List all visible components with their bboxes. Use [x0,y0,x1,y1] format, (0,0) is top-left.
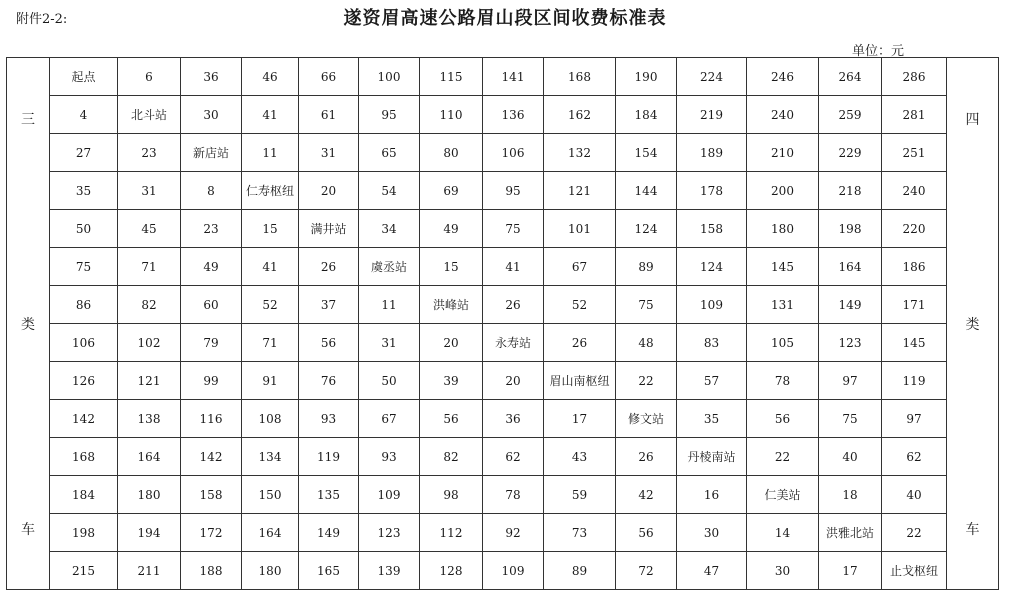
fare-cell: 220 [882,210,947,248]
fare-cell: 40 [819,438,882,476]
fare-cell: 59 [544,476,616,514]
station-cell: 洪峰站 [420,286,483,324]
fare-cell: 158 [181,476,242,514]
fare-cell: 229 [819,134,882,172]
fare-cell: 102 [118,324,181,362]
fare-cell: 184 [50,476,118,514]
fare-cell: 109 [483,552,544,590]
fare-cell: 180 [242,552,299,590]
fare-cell: 49 [181,248,242,286]
fare-cell: 6 [118,58,181,96]
fare-cell: 62 [483,438,544,476]
fare-cell: 145 [882,324,947,362]
fare-cell: 178 [677,172,747,210]
fare-cell: 165 [299,552,359,590]
fare-cell: 20 [420,324,483,362]
fare-cell: 31 [118,172,181,210]
fare-cell: 52 [544,286,616,324]
fare-cell: 67 [544,248,616,286]
fare-cell: 149 [819,286,882,324]
fare-cell: 15 [420,248,483,286]
left-label-char: 车 [21,521,35,538]
fare-cell: 17 [819,552,882,590]
fare-cell: 109 [359,476,420,514]
fare-cell: 22 [616,362,677,400]
fare-cell: 121 [118,362,181,400]
fare-cell: 134 [242,438,299,476]
fare-cell: 281 [882,96,947,134]
fare-cell: 61 [299,96,359,134]
fare-cell: 215 [50,552,118,590]
fare-cell: 224 [677,58,747,96]
fare-cell: 198 [819,210,882,248]
fare-cell: 41 [242,96,299,134]
fare-cell: 286 [882,58,947,96]
fare-cell: 240 [747,96,819,134]
fare-cell: 56 [616,514,677,552]
table-row [7,362,999,400]
fare-cell: 97 [819,362,882,400]
fare-cell: 149 [299,514,359,552]
fare-cell: 124 [677,248,747,286]
fare-cell: 82 [118,286,181,324]
fare-cell: 35 [50,172,118,210]
fare-cell: 92 [483,514,544,552]
fare-cell: 18 [819,476,882,514]
fare-cell: 264 [819,58,882,96]
fare-cell: 49 [420,210,483,248]
fare-cell: 132 [544,134,616,172]
fare-cell: 128 [420,552,483,590]
fare-cell: 16 [677,476,747,514]
fare-cell: 105 [747,324,819,362]
fare-cell: 108 [242,400,299,438]
fare-cell: 126 [50,362,118,400]
fare-cell: 95 [359,96,420,134]
fare-cell: 121 [544,172,616,210]
fare-cell: 106 [50,324,118,362]
fare-cell: 154 [616,134,677,172]
fare-cell: 52 [242,286,299,324]
right-side-label [947,58,999,590]
station-cell: 眉山南枢纽 [544,362,616,400]
fare-cell: 144 [616,172,677,210]
fare-cell: 45 [118,210,181,248]
fare-cell: 26 [299,248,359,286]
fare-cell: 168 [50,438,118,476]
fare-cell: 34 [359,210,420,248]
fare-cell: 57 [677,362,747,400]
fare-cell: 11 [359,286,420,324]
fare-cell: 11 [242,134,299,172]
fare-cell: 76 [299,362,359,400]
fare-cell: 50 [359,362,420,400]
fare-cell: 99 [181,362,242,400]
station-cell: 新店站 [181,134,242,172]
station-cell: 永寿站 [483,324,544,362]
fare-cell: 78 [483,476,544,514]
station-cell: 洪雅北站 [819,514,882,552]
fare-cell: 139 [359,552,420,590]
fare-cell: 22 [747,438,819,476]
fare-cell: 112 [420,514,483,552]
fare-cell: 22 [882,514,947,552]
fare-cell: 200 [747,172,819,210]
fare-cell: 42 [616,476,677,514]
fare-cell: 15 [242,210,299,248]
right-label-char: 四 [965,111,980,128]
station-cell: 仁寿枢纽 [242,172,299,210]
fare-cell: 119 [299,438,359,476]
fare-cell: 56 [420,400,483,438]
fare-cell: 4 [50,96,118,134]
fare-cell: 75 [819,400,882,438]
fare-cell: 101 [544,210,616,248]
table-row [7,134,999,172]
station-cell: 修文站 [616,400,677,438]
unit-label: 单位：元 [852,44,905,59]
fare-cell: 75 [483,210,544,248]
fare-cell: 66 [299,58,359,96]
fare-cell: 26 [544,324,616,362]
fare-cell: 89 [544,552,616,590]
fare-cell: 62 [882,438,947,476]
fare-cell: 194 [118,514,181,552]
fare-cell: 86 [50,286,118,324]
fare-cell: 79 [181,324,242,362]
fare-cell: 97 [882,400,947,438]
fare-cell: 188 [181,552,242,590]
fare-cell: 210 [747,134,819,172]
fare-cell: 60 [181,286,242,324]
fare-cell: 71 [118,248,181,286]
table-row [7,324,999,362]
fare-cell: 23 [181,210,242,248]
fare-cell: 142 [181,438,242,476]
fare-cell: 116 [181,400,242,438]
station-cell: 虞丞站 [359,248,420,286]
fare-cell: 20 [299,172,359,210]
fare-cell: 184 [616,96,677,134]
fare-cell: 162 [544,96,616,134]
fare-cell: 50 [50,210,118,248]
fare-cell: 37 [299,286,359,324]
table-row [7,286,999,324]
fare-cell: 100 [359,58,420,96]
fare-cell: 20 [483,362,544,400]
fare-cell: 71 [242,324,299,362]
fare-cell: 141 [483,58,544,96]
fare-cell: 172 [181,514,242,552]
fare-cell: 26 [483,286,544,324]
fare-cell: 189 [677,134,747,172]
fare-cell: 158 [677,210,747,248]
table-row [7,58,999,96]
fare-cell: 150 [242,476,299,514]
table-row [7,172,999,210]
fare-cell: 106 [483,134,544,172]
fare-cell: 119 [882,362,947,400]
left-label-char: 三 [21,111,35,128]
fare-cell: 35 [677,400,747,438]
fare-cell: 123 [359,514,420,552]
fare-cell: 198 [50,514,118,552]
fare-cell: 80 [420,134,483,172]
fare-cell: 180 [747,210,819,248]
fare-cell: 240 [882,172,947,210]
fare-cell: 138 [118,400,181,438]
fare-cell: 180 [118,476,181,514]
station-cell: 北斗站 [118,96,181,134]
table-row [7,96,999,134]
station-cell: 满井站 [299,210,359,248]
station-cell: 起点 [50,58,118,96]
fare-cell: 41 [242,248,299,286]
fare-cell: 136 [483,96,544,134]
fare-cell: 95 [483,172,544,210]
fare-cell: 27 [50,134,118,172]
fare-cell: 72 [616,552,677,590]
fare-cell: 73 [544,514,616,552]
fare-cell: 30 [181,96,242,134]
fare-cell: 91 [242,362,299,400]
fare-cell: 40 [882,476,947,514]
fare-cell: 17 [544,400,616,438]
fare-cell: 39 [420,362,483,400]
left-label-char: 类 [21,316,35,333]
fare-cell: 82 [420,438,483,476]
fare-cell: 131 [747,286,819,324]
table-row [7,400,999,438]
fare-cell: 93 [359,438,420,476]
fare-cell: 31 [299,134,359,172]
fare-cell: 26 [616,438,677,476]
fare-cell: 43 [544,438,616,476]
fare-cell: 164 [819,248,882,286]
station-cell: 止戈枢纽 [882,552,947,590]
right-label-char: 类 [965,316,980,333]
fare-cell: 75 [50,248,118,286]
fare-cell: 56 [299,324,359,362]
fare-cell: 164 [242,514,299,552]
fare-cell: 78 [747,362,819,400]
station-cell: 丹棱南站 [677,438,747,476]
fare-cell: 83 [677,324,747,362]
fare-cell: 56 [747,400,819,438]
fare-cell: 54 [359,172,420,210]
fare-cell: 8 [181,172,242,210]
fare-cell: 30 [747,552,819,590]
fare-cell: 124 [616,210,677,248]
table-row [7,514,999,552]
fare-cell: 251 [882,134,947,172]
fare-cell: 135 [299,476,359,514]
fare-cell: 109 [677,286,747,324]
fare-cell: 41 [483,248,544,286]
fare-cell: 186 [882,248,947,286]
fare-cell: 218 [819,172,882,210]
left-side-label [7,58,50,590]
fare-cell: 65 [359,134,420,172]
attachment-label: 附件2-2: [16,12,68,27]
fare-cell: 168 [544,58,616,96]
table-row [7,248,999,286]
fare-cell: 46 [242,58,299,96]
fare-cell: 142 [50,400,118,438]
fare-cell: 211 [118,552,181,590]
fare-cell: 164 [118,438,181,476]
fare-cell: 219 [677,96,747,134]
station-cell: 仁美站 [747,476,819,514]
fare-cell: 69 [420,172,483,210]
fare-cell: 31 [359,324,420,362]
fare-cell: 75 [616,286,677,324]
toll-table [6,57,999,590]
fare-cell: 47 [677,552,747,590]
fare-cell: 259 [819,96,882,134]
fare-cell: 36 [181,58,242,96]
fare-cell: 110 [420,96,483,134]
fare-cell: 171 [882,286,947,324]
fare-cell: 30 [677,514,747,552]
fare-cell: 115 [420,58,483,96]
table-row [7,210,999,248]
fare-cell: 36 [483,400,544,438]
fare-cell: 145 [747,248,819,286]
fare-cell: 93 [299,400,359,438]
fare-cell: 67 [359,400,420,438]
fare-cell: 246 [747,58,819,96]
table-row [7,476,999,514]
fare-cell: 89 [616,248,677,286]
fare-cell: 98 [420,476,483,514]
fare-cell: 23 [118,134,181,172]
page-title: 遂资眉高速公路眉山段区间收费标准表 [343,8,667,29]
table-row [7,438,999,476]
fare-cell: 123 [819,324,882,362]
fare-cell: 48 [616,324,677,362]
fare-cell: 190 [616,58,677,96]
fare-cell: 14 [747,514,819,552]
table-row [7,552,999,590]
right-label-char: 车 [965,521,980,538]
